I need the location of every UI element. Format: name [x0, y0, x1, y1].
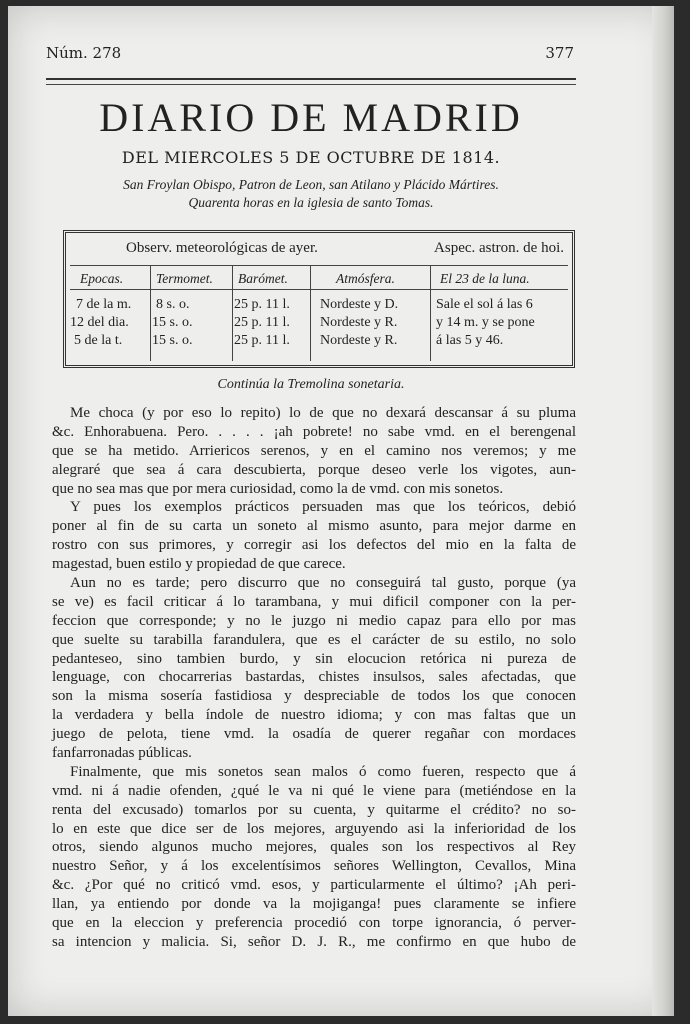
newspaper-page: [8, 6, 674, 1016]
body-line: magestad, buen estilo y propiedad de que carece.: [52, 556, 346, 573]
cell-astro: Sale el sol á las 6: [436, 297, 533, 312]
cell-epoca: 12 del dia.: [70, 315, 129, 330]
column-header-luna: El 23 de la luna.: [440, 271, 530, 286]
cell-termometro: 15 s. o.: [152, 315, 193, 330]
saints-of-day: [46, 176, 576, 212]
body-line: que se ha metido. Arriericos serenos, y en el camino nos veremos; y me: [52, 442, 576, 459]
body-line: nuestro Señor, y á los excelentísimos señores Wellington, Cevallos, Mina: [52, 858, 576, 875]
cell-atmosfera: Nordeste y D.: [320, 297, 399, 312]
cell-barometro: 25 p. 11 l.: [234, 297, 290, 312]
body-line: que suelte su tarabilla farandulera, que es el carácter de su estilo, no solo: [52, 631, 576, 648]
column-divider: [430, 265, 431, 361]
column-divider: [232, 265, 233, 361]
column-header-barometro: Barómet.: [238, 271, 288, 286]
article-subtitle: Continúa la Tremolina sonetaria.: [217, 377, 405, 392]
page-edge: [652, 6, 674, 1016]
cell-barometro: 25 p. 11 l.: [234, 333, 290, 348]
body-line: llan, ya entiendo por donde va la mojiganga! pues claramente se infiere: [52, 896, 576, 913]
body-line: que en la eleccion y preferencia procedió con torpe ignorancia, ó perver-: [52, 915, 576, 932]
body-line: pedanteseo, sino tambien burdo, y sin elocucion retórica ni pureza de: [52, 650, 576, 667]
weather-header-right: Aspec. astron. de hoi.: [434, 240, 564, 256]
body-line: feccion que corresponde; y no le juzgo ni medio capaz para ello por mas: [52, 612, 576, 629]
body-line: &c. ¿Por qué no criticó vmd. esos, y particularmente el último? ¡Ah peri-: [52, 877, 576, 894]
saints-line: Quarenta horas en la iglesia de santo Tomas.: [188, 195, 434, 210]
body-line: alegraré que sea á cara descubierta, porque deseo verle los vigotes, aun-: [52, 461, 576, 478]
body-line: que no sea mas que por mera curiosidad, como la de vmd. con mis sonetos.: [52, 480, 504, 497]
header-rule-bottom: [46, 84, 576, 85]
weather-rule: [70, 289, 568, 290]
page-number: 377: [545, 44, 574, 62]
header-rule-top: [46, 78, 576, 80]
body-line: juego de pelota, tiene vmd. la osadía de querer regañar con mordaces: [52, 726, 576, 743]
weather-rule: [70, 265, 568, 266]
body-line: lenguage, con chocarrerias bastardas, chistes insulsos, sales afectadas, que: [52, 669, 576, 686]
masthead-title: DIARIO DE MADRID: [99, 95, 523, 140]
cell-termometro: 15 s. o.: [152, 333, 193, 348]
body-line: poner al fin de su carta un soneto al mismo asunto, para mejor darme en: [52, 518, 576, 535]
body-line: Me choca (y por eso lo repito) lo de que no dexará descansar á su pluma: [70, 405, 576, 421]
body-line: la verdadera y bella índole de nuestro idioma; y con mas faltas que un: [52, 707, 576, 724]
column-header-termometro: Termomet.: [156, 271, 213, 286]
issue-date: DEL MIERCOLES 5 DE OCTUBRE DE 1814.: [121, 148, 501, 167]
column-header-epocas: Epocas.: [80, 271, 124, 286]
body-line: otros, siendo algunos mucho mejores, quales son los respectivos al Rey: [52, 839, 576, 856]
body-line: fanfarronadas públicas.: [52, 745, 192, 762]
body-line: sa intencion y malicia. Si, señor D. J. R., me confirmo en que hubo de: [52, 933, 576, 950]
cell-epoca: 7 de la m.: [76, 297, 132, 312]
cell-barometro: 25 p. 11 l.: [234, 315, 290, 330]
body-line: Finalmente, que mis sonetos sean malos ó como fueren, respecto que á: [70, 763, 576, 780]
cell-astro: á las 5 y 46.: [436, 333, 504, 348]
body-line: &c. Enhorabuena. Pero. . . . . ¡ah pobrete! no sabe vmd. en el berengenal: [52, 423, 576, 440]
column-header-atmosfera: Atmósfera.: [336, 271, 395, 286]
body-line: Y pues los exemplos prácticos persuaden mas que los teóricos, debió: [70, 499, 576, 516]
body-line: se ve) es facil criticar á lo tarambana, y mui dificil componer con la per-: [52, 593, 576, 610]
cell-epoca: 5 de la t.: [74, 333, 123, 348]
column-divider: [310, 265, 311, 361]
saints-line: San Froylan Obispo, Patron de Leon, san Atilano y Plácido Mártires.: [123, 177, 499, 192]
body-line: Aun no es tarde; pero discurro que no conseguirá tal gusto, porque (ya: [70, 575, 576, 592]
body-line: renta del excusado) tomarlos por su cuenta, y quitarme el crédito? no so-: [52, 801, 576, 818]
column-divider: [150, 265, 151, 361]
article-body: [52, 404, 576, 952]
cell-atmosfera: Nordeste y R.: [320, 333, 398, 348]
body-line: vmd. ni á nadie ofenden, ¿qué le va ni qué le viene para (metiéndose en la: [52, 782, 576, 799]
weather-table: [63, 230, 575, 368]
body-line: son la misma sosería fastidiosa y despreciable de todos los que conocen: [52, 688, 576, 705]
body-line: lo en este que dice ser de los mejores, arguyendo asi la inferioridad de los: [52, 820, 576, 837]
cell-atmosfera: Nordeste y R.: [320, 315, 398, 330]
weather-header-left: Observ. meteorológicas de ayer.: [126, 240, 318, 256]
body-line: rostro con sus primores, y corregir asi los defectos del mio en la falta de: [52, 537, 576, 554]
cell-termometro: 8 s. o.: [156, 297, 190, 312]
issue-number: Núm. 278: [46, 44, 122, 62]
cell-astro: y 14 m. y se pone: [436, 315, 535, 330]
